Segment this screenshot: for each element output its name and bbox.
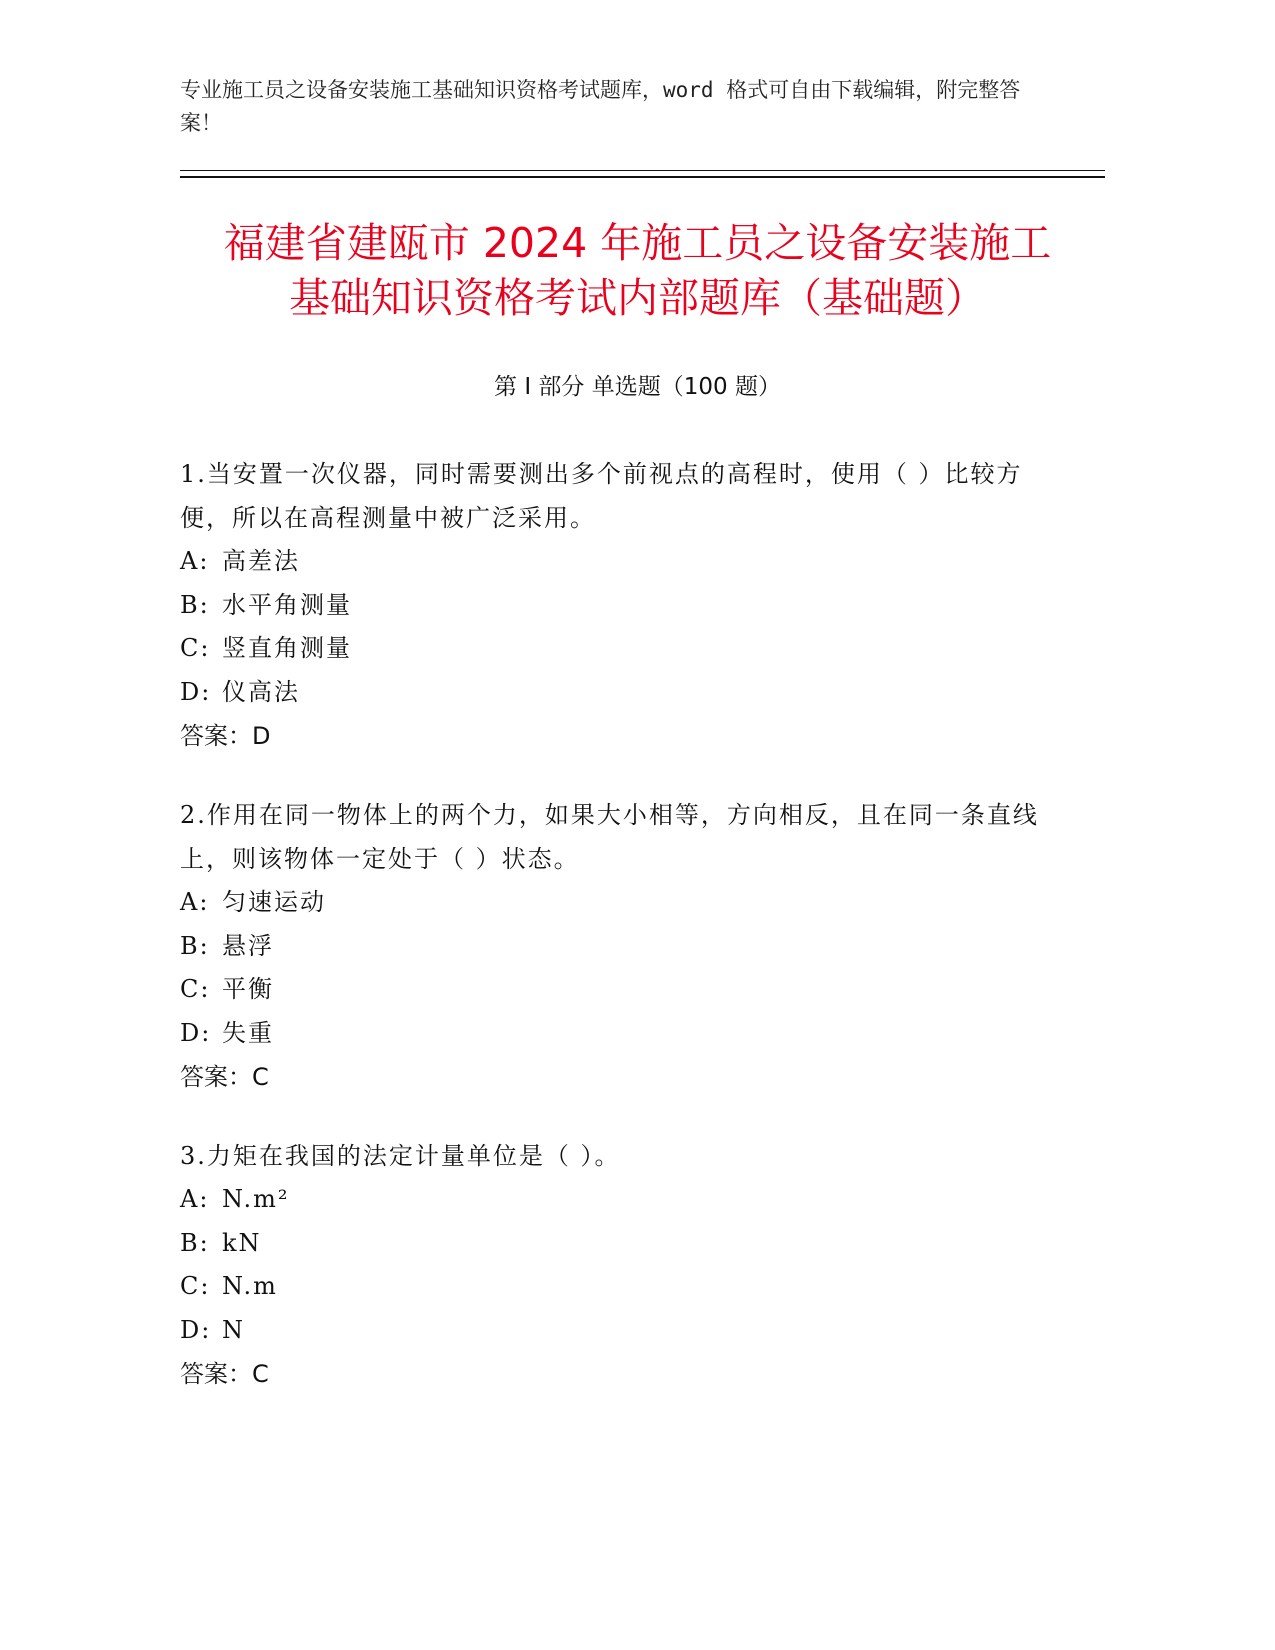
option-text: 匀速运动: [222, 888, 326, 916]
option-letter: A:: [180, 1185, 210, 1213]
option-b: [180, 584, 1040, 628]
option-letter: A:: [180, 888, 210, 916]
option-text: 竖直角测量: [222, 634, 352, 662]
question-3: [180, 1134, 1040, 1396]
option-text: 仪高法: [222, 677, 300, 706]
option-c: [180, 627, 1040, 671]
option-text: 失重: [222, 1018, 274, 1047]
title-line-1: 福建省建瓯市 2024 年施工员之设备安装施工: [223, 219, 1052, 267]
option-c: [180, 968, 1040, 1012]
answer: 答案：C: [180, 1360, 269, 1388]
question-stem: 2.作用在同一物体上的两个力，如果大小相等，方向相反，且在同一条直线上，则该物体一定处于（ ）状态。: [180, 801, 1039, 873]
option-letter: D:: [180, 1315, 212, 1344]
option-text: 悬浮: [222, 931, 274, 960]
option-letter: C:: [180, 634, 211, 662]
option-letter: D:: [180, 1018, 212, 1047]
option-text: 平衡: [222, 975, 274, 1003]
question-list: [180, 452, 1040, 1431]
option-text: 水平角测量: [222, 590, 352, 619]
option-a: [180, 881, 1040, 925]
option-c: [180, 1265, 1040, 1309]
option-d: [180, 1012, 1040, 1056]
question-stem: 3.力矩在我国的法定计量单位是（ ）。: [180, 1142, 621, 1170]
option-text: N: [222, 1315, 245, 1344]
question-stem: 1.当安置一次仪器，同时需要测出多个前视点的高程时，使用（ ）比较方便，所以在高程测量中被广泛采用。: [180, 460, 1023, 532]
document-title: [150, 216, 1125, 326]
option-letter: D:: [180, 677, 212, 706]
header-divider-thin: [180, 170, 1105, 171]
option-letter: C:: [180, 1272, 211, 1300]
section-title: 第 I 部分 单选题（100 题）: [494, 374, 781, 400]
option-letter: B:: [180, 931, 210, 960]
answer: 答案：D: [180, 722, 271, 750]
option-b: [180, 1222, 1040, 1266]
header-note: 专业施工员之设备安装施工基础知识资格考试题库，word 格式可自由下载编辑，附完整答案！: [180, 78, 1021, 135]
option-a: [180, 540, 1040, 584]
option-d: [180, 671, 1040, 715]
option-text: 高差法: [222, 547, 300, 575]
header-divider-thick: [180, 176, 1105, 178]
option-d: [180, 1309, 1040, 1353]
option-letter: B:: [180, 1228, 210, 1257]
question-1: [180, 452, 1040, 758]
title-line-2: 基础知识资格考试内部题库（基础题）: [289, 274, 986, 322]
option-a: [180, 1178, 1040, 1222]
option-letter: A:: [180, 547, 210, 575]
option-text: N.m: [222, 1272, 278, 1300]
option-b: [180, 925, 1040, 969]
option-letter: C:: [180, 975, 211, 1003]
option-text: N.m²: [222, 1185, 290, 1213]
option-letter: B:: [180, 590, 210, 619]
question-2: [180, 793, 1040, 1099]
answer: 答案：C: [180, 1063, 269, 1091]
option-text: kN: [222, 1228, 262, 1257]
